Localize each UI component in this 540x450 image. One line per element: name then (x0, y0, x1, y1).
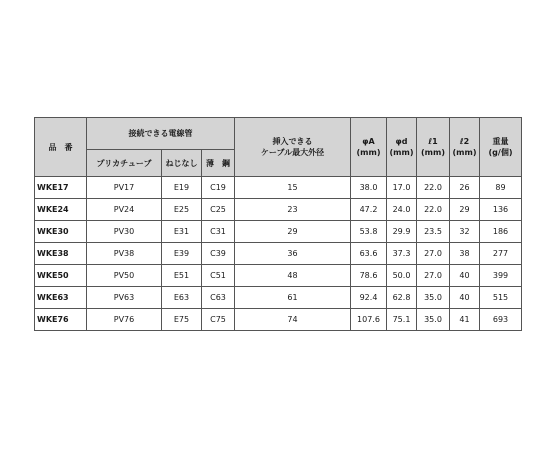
cell-plica-tube: PV30 (87, 221, 162, 243)
header-thin-steel: 薄 鋼 (202, 150, 235, 177)
cell-model: WKE30 (35, 221, 87, 243)
cell-thin-steel: C31 (202, 221, 235, 243)
table-row (35, 199, 522, 221)
cell-thin-steel: C25 (202, 199, 235, 221)
cell-model: WKE24 (35, 199, 87, 221)
cell-phi-d: 62.8 (387, 287, 417, 309)
header-l2-unit: (mm) (452, 148, 477, 157)
cell-plica-tube: PV50 (87, 265, 162, 287)
cell-phi-d: 75.1 (387, 309, 417, 331)
cell-plica-tube: PV24 (87, 199, 162, 221)
table-row (35, 309, 522, 331)
cell-phi-a: 92.4 (351, 287, 387, 309)
cell-l2: 26 (450, 177, 480, 199)
cell-weight: 277 (480, 243, 522, 265)
header-weight-unit: (g/個) (488, 148, 513, 157)
cell-phi-a: 47.2 (351, 199, 387, 221)
cell-l1: 22.0 (417, 177, 450, 199)
cell-l2: 38 (450, 243, 480, 265)
header-unthreaded: ねじなし (162, 150, 202, 177)
cell-l2: 32 (450, 221, 480, 243)
cell-thin-steel: C51 (202, 265, 235, 287)
cell-weight: 399 (480, 265, 522, 287)
cell-plica-tube: PV63 (87, 287, 162, 309)
cell-model: WKE76 (35, 309, 87, 331)
cell-phi-a: 38.0 (351, 177, 387, 199)
cell-l1: 35.0 (417, 309, 450, 331)
header-l1-label: ℓ1 (428, 137, 438, 146)
header-weight-label: 重量 (492, 137, 509, 146)
cell-phi-a: 107.6 (351, 309, 387, 331)
cell-phi-d: 37.3 (387, 243, 417, 265)
cell-unthreaded: E39 (162, 243, 202, 265)
cell-model: WKE63 (35, 287, 87, 309)
header-phi-d-unit: (mm) (389, 148, 414, 157)
cell-phi-d: 17.0 (387, 177, 417, 199)
cell-max-cable-od: 61 (235, 287, 351, 309)
cell-l1: 22.0 (417, 199, 450, 221)
cell-l1: 23.5 (417, 221, 450, 243)
header-phi-a (351, 118, 387, 177)
header-plica-tube: プリカチューブ (87, 150, 162, 177)
cell-unthreaded: E63 (162, 287, 202, 309)
header-l1 (417, 118, 450, 177)
cell-l2: 40 (450, 287, 480, 309)
cell-l1: 35.0 (417, 287, 450, 309)
header-l2 (450, 118, 480, 177)
header-phi-a-unit: (mm) (356, 148, 381, 157)
table-header (35, 118, 522, 177)
header-l1-unit: (mm) (421, 148, 445, 157)
header-phi-d (387, 118, 417, 177)
cell-phi-a: 63.6 (351, 243, 387, 265)
cell-max-cable-od: 15 (235, 177, 351, 199)
cell-thin-steel: C19 (202, 177, 235, 199)
cell-unthreaded: E31 (162, 221, 202, 243)
header-max-cable-od-line1: 挿入できる (272, 137, 313, 146)
cell-max-cable-od: 74 (235, 309, 351, 331)
spec-table (34, 117, 522, 331)
cell-unthreaded: E19 (162, 177, 202, 199)
cell-weight: 186 (480, 221, 522, 243)
cell-model: WKE17 (35, 177, 87, 199)
cell-phi-d: 50.0 (387, 265, 417, 287)
cell-max-cable-od: 36 (235, 243, 351, 265)
cell-model: WKE38 (35, 243, 87, 265)
table-row (35, 243, 522, 265)
table-row (35, 221, 522, 243)
header-weight (480, 118, 522, 177)
table-row (35, 265, 522, 287)
cell-phi-a: 78.6 (351, 265, 387, 287)
table-body (35, 177, 522, 331)
table-row (35, 287, 522, 309)
cell-weight: 515 (480, 287, 522, 309)
cell-unthreaded: E75 (162, 309, 202, 331)
cell-phi-d: 29.9 (387, 221, 417, 243)
cell-thin-steel: C39 (202, 243, 235, 265)
cell-weight: 136 (480, 199, 522, 221)
cell-plica-tube: PV38 (87, 243, 162, 265)
cell-l2: 41 (450, 309, 480, 331)
cell-l2: 40 (450, 265, 480, 287)
cell-thin-steel: C63 (202, 287, 235, 309)
header-phi-d-label: φd (395, 137, 408, 146)
header-max-cable-od (235, 118, 351, 177)
table-row (35, 177, 522, 199)
header-max-cable-od-line2: ケーブル最大外径 (260, 148, 325, 157)
cell-weight: 693 (480, 309, 522, 331)
cell-thin-steel: C75 (202, 309, 235, 331)
cell-l2: 29 (450, 199, 480, 221)
cell-plica-tube: PV17 (87, 177, 162, 199)
cell-plica-tube: PV76 (87, 309, 162, 331)
header-l2-label: ℓ2 (459, 137, 470, 146)
header-phi-a-label: φA (362, 137, 375, 146)
header-product-no: 品 番 (35, 118, 87, 177)
cell-model: WKE50 (35, 265, 87, 287)
header-connectable-conduit: 接続できる電線管 (87, 118, 235, 150)
cell-l1: 27.0 (417, 265, 450, 287)
cell-l1: 27.0 (417, 243, 450, 265)
cell-max-cable-od: 29 (235, 221, 351, 243)
cell-max-cable-od: 23 (235, 199, 351, 221)
cell-phi-a: 53.8 (351, 221, 387, 243)
cell-max-cable-od: 48 (235, 265, 351, 287)
cell-phi-d: 24.0 (387, 199, 417, 221)
cell-weight: 89 (480, 177, 522, 199)
cell-unthreaded: E51 (162, 265, 202, 287)
cell-unthreaded: E25 (162, 199, 202, 221)
